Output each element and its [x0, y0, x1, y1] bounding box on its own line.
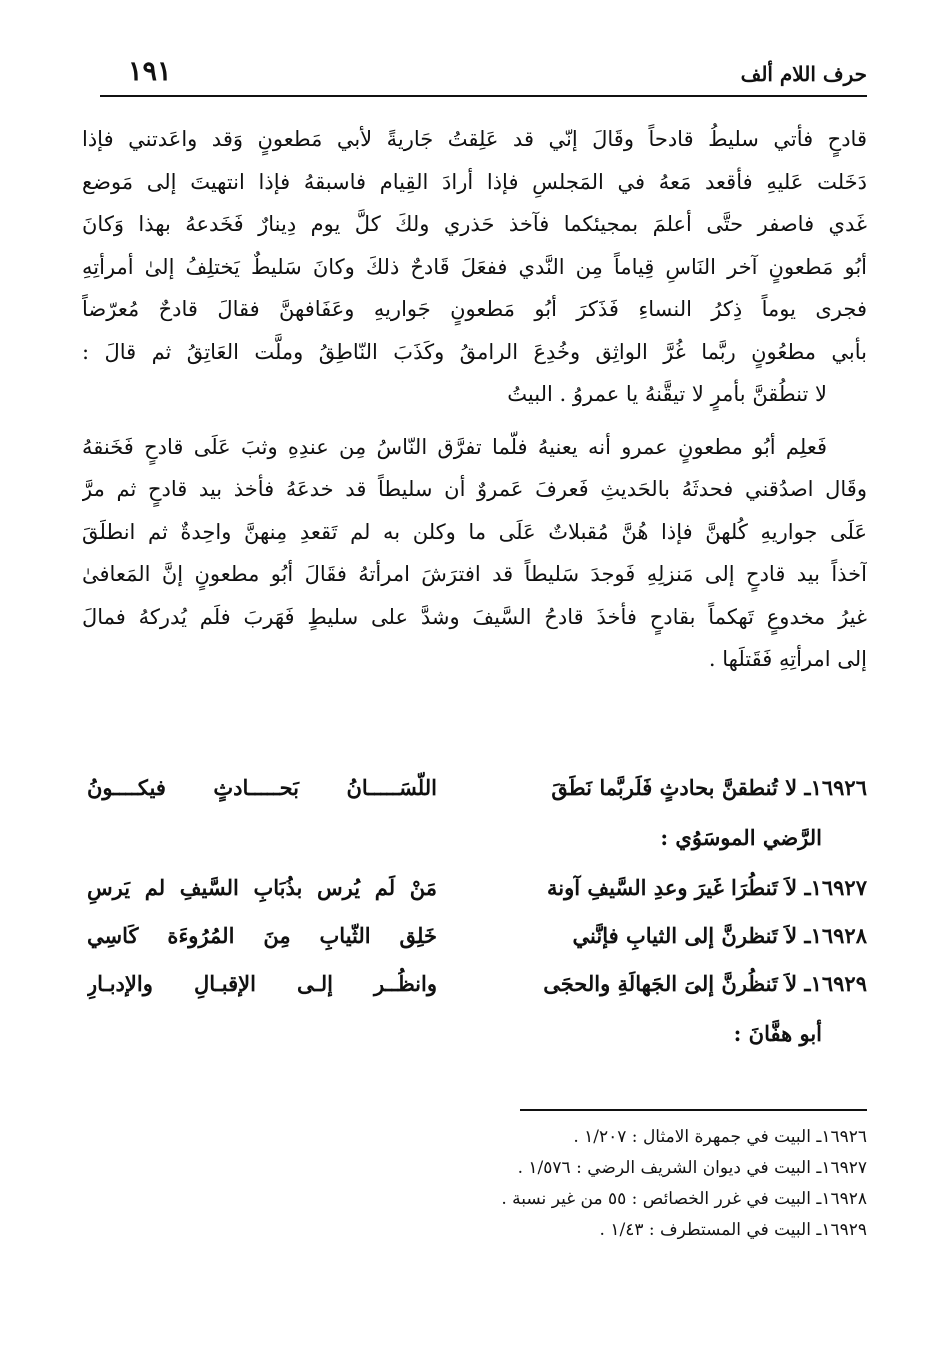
verse-first-hemistich: ١٦٩٢٩ـ لاَ تَنظُرنَّ إلىَ الجَهالَةِ والحجَى	[543, 971, 867, 996]
verse-second-hemistich: وانظُــر إلـى الإقبـالِ والإدبـارِ	[87, 971, 437, 996]
text-line: أبُو مَطعونٍ آخر النَاسِ قِياماً مِن النَّدي ففعَلَ قَادحٌ ذلكَ وكانَ سَليطٌ يَختلِفُ إلىٰ أمرأتِهِ	[82, 254, 867, 279]
verse-section	[87, 764, 867, 1060]
verse-second-hemistich: خَلِق الثّيابِ مِنَ المُرُوءَة كَاسِي	[87, 923, 437, 948]
quoted-verse-line: لا تنطُقنَّ بأمرٍ لا تيقَّنهُ يا عمروُ . البيتُ	[507, 382, 827, 406]
text-line: عَلَى جواريهِ كُلهنَّ فإذا هُنَّ مُقبلاتٌ عَلَى ما وكلن به لم تَقعدِ مِنهنَّ واحِدةٌ ثم انطلَقَ	[82, 519, 867, 544]
footnote: ١٦٩٢٦ـ البيت في جمهرة الامثال : ١/٢٠٧ .	[573, 1127, 867, 1147]
text-line: بأبي مطعُونٍ ربَّما غُرَّ الواثِق وخُدِعَ الرامقُ وكَذَبَ النّاطِقُ وملَّت العَاتِقُ ثم قالَ :	[82, 339, 867, 364]
page-header	[100, 52, 867, 94]
text-line: غيرُ مخدوعٍ تَهكماً بقادحٍ فأخذَ قادحُ السَّيفَ وشدَّ على سليطٍ فَهَربَ فلَم يُدركهُ فمالَ	[82, 604, 867, 629]
footnote: ١٦٩٢٩ـ البيت في المستطرف : ١/٤٣ .	[599, 1220, 867, 1240]
body-text	[82, 118, 867, 681]
paragraph-gap	[82, 416, 867, 426]
text-line: قادحٍ فأتي سليطُ قادحاً وقَالَ إنّي قد عَلِقتُ جَاريةً لأبي مَطعونٍ وَقد واعَدتني فإذا	[82, 127, 867, 151]
verse-line	[87, 764, 867, 812]
chapter-title: حرف اللام ألف	[740, 62, 867, 86]
text-line: غَدي فاصفر حتَّى أعلمَ بمجيئكما فآخذ حَذري ولكَ كلَّ يوم دِينارٌ فَخَدعهُ بهذا وَكانَ	[82, 212, 867, 236]
text-line: دَخَلت عَليهِ فأقعد مَعهُ في المَجلسِ فإذا أرادَ القِيام فاسبقهُ فإذا انتهيتَ إلى مَوضع	[82, 169, 867, 194]
footnote: ١٦٩٢٧ـ البيت في ديوان الشريف الرضي : ١/٥٧٦ .	[517, 1158, 867, 1178]
poet-attribution: أبو هفَّانَ :	[733, 1021, 822, 1046]
footnotes	[100, 1122, 867, 1246]
text-line: فجرى يوماً ذِكرُ النساءِ فَذَكرَ أبُو مَطعونٍ جَواريهِ وعَفَافهنَّ فقالَ قادحٌ مُعرّضاً	[82, 297, 867, 321]
verse-first-hemistich: ١٦٩٢٦ـ لا تُنطقنَّ بحادثٍ فَلَربَّما نَطَقَ	[551, 775, 867, 800]
verse-second-hemistich: مَنْ لَم يُرس بذُبَابِ السَّيفِ لم يَرسِ	[87, 875, 437, 900]
verse-line	[87, 960, 867, 1008]
verse-line	[87, 864, 867, 912]
text-line: آخذاً بيد قادحٍ إلى مَنزلِهِ فَوجدَ سَليطاً قد افترَشَ امرأتهُ فقَالَ أبُو مطعونٍ إنَّ المَعافىٰ	[82, 562, 867, 586]
verse-line	[87, 912, 867, 960]
text-line: إلى امرأتِهِ فَقَتلَها .	[708, 647, 867, 671]
header-rule	[100, 95, 867, 97]
verse-second-hemistich: اللّسَـــــانُ بَحـــــادثٍ فيكــــونُ	[87, 775, 437, 800]
footnote: ١٦٩٢٨ـ البيت في غرر الخصائص : ٥٥ من غير نسبة .	[501, 1189, 867, 1209]
text-line: فَعلِم أبُو مطعونٍ عمرو أنه يعنيهُ فلّما تفرَّق النّاسُ مِن عندِهِ وثبَ عَلَى قادحٍ فَخَنقهُ	[82, 434, 827, 459]
verse-first-hemistich: ١٦٩٢٧ـ لاَ تَنطُرَا غَيرَ وعدِ السَّيفِ آونة	[547, 875, 867, 900]
verse-first-hemistich: ١٦٩٢٨ـ لاَ تَنظرنَّ إلى الثيابِ فإنَّني	[572, 923, 867, 948]
text-line: وقَال اصدُقني فحدثَهُ بالحَديثِ فَعرفَ عَمروٌ أن سليطاً قد خدعَهُ فأخذ بيد قادحٍ ثم مرَّ	[82, 477, 867, 501]
poet-attribution: الرَّضي الموسَوُي :	[660, 825, 822, 850]
page-number: ١٩١	[128, 56, 172, 87]
footnote-rule	[520, 1109, 867, 1111]
